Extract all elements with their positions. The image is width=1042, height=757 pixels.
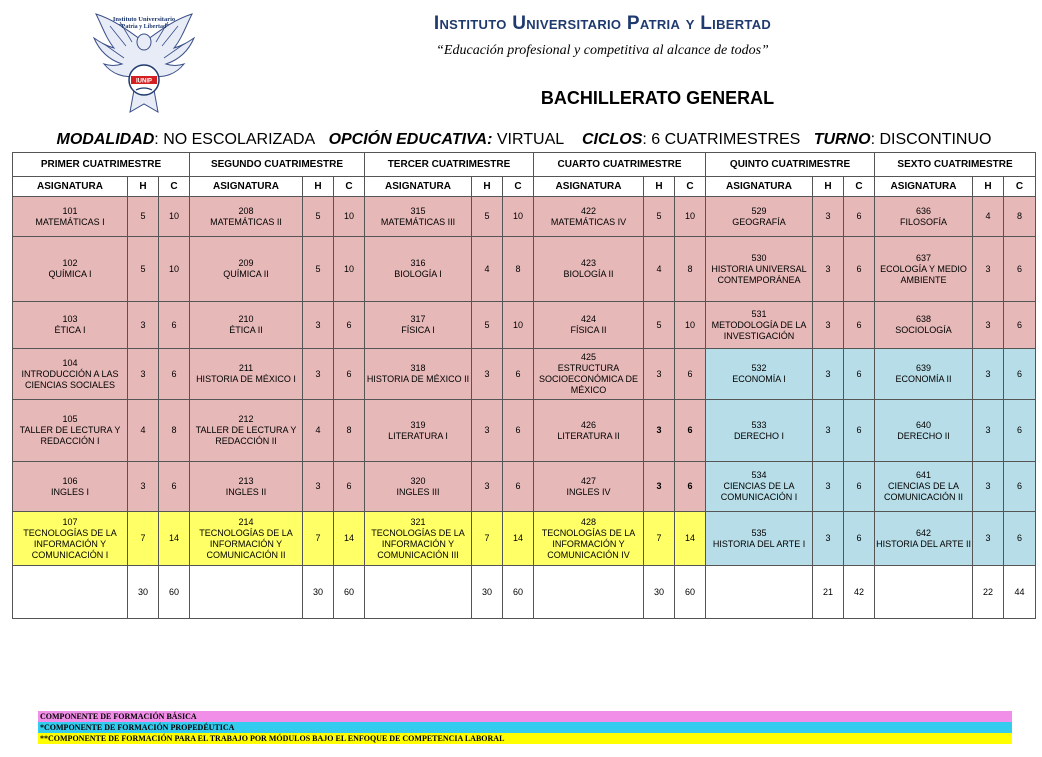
subject-c-value: 14 — [503, 512, 534, 566]
subject-cell — [706, 512, 813, 566]
totals-row — [13, 566, 1036, 619]
col-header-c: C — [334, 177, 365, 197]
col-header-c: C — [159, 177, 190, 197]
subject-name: ECOLOGÍA Y MEDIO AMBIENTE — [880, 263, 967, 285]
subject-code: 642 — [916, 527, 932, 538]
subject-name: LITERATURA II — [557, 430, 620, 441]
subject-h-value: 4 — [128, 400, 159, 462]
subject-h-value: 3 — [813, 349, 844, 400]
subject-cell — [190, 197, 303, 237]
subject-cell — [875, 237, 973, 302]
subject-code: 534 — [751, 470, 767, 480]
subject-name: DERECHO II — [897, 430, 950, 441]
subject-name: TALLER DE LECTURA Y REDACCIÓN II — [195, 425, 297, 446]
subject-c-value: 10 — [159, 237, 190, 302]
totals-empty-cell — [13, 566, 128, 619]
col-header-h: H — [128, 177, 159, 197]
col-header-h: H — [472, 177, 503, 197]
opcion-value: VIRTUAL — [496, 131, 565, 148]
subject-c-value: 10 — [159, 197, 190, 237]
subject-name: INGLES I — [50, 486, 89, 497]
subject-cell — [875, 197, 973, 237]
subject-c-value: 10 — [675, 197, 706, 237]
institution-name: Instituto Universitario Patria y Libertad — [433, 13, 772, 34]
logo-badge-text: IUNIP — [135, 78, 153, 85]
subject-cell — [534, 400, 644, 462]
subject-h-value: 3 — [973, 512, 1004, 566]
subject-h-value: 5 — [128, 237, 159, 302]
subject-cell — [365, 237, 472, 302]
subject-h-value: 3 — [973, 349, 1004, 400]
subject-h-value: 3 — [303, 349, 334, 400]
subject-name: CIENCIAS DE LA COMUNICACIÓN II — [884, 481, 964, 502]
subject-c-value: 6 — [1004, 237, 1036, 302]
subject-c-value: 6 — [844, 302, 875, 349]
col-header-asignatura: ASIGNATURA — [365, 177, 472, 197]
subject-c-value: 6 — [844, 237, 875, 302]
subject-code: 103 — [62, 314, 78, 324]
subject-code: 209 — [238, 258, 254, 268]
col-header-asignatura: ASIGNATURA — [13, 177, 128, 197]
subject-name: ESTRUCTURA SOCIOECONÓMICA DE MÉXICO — [539, 363, 639, 395]
subject-c-value: 6 — [1004, 512, 1036, 566]
col-header-h: H — [644, 177, 675, 197]
subject-cell — [706, 197, 813, 237]
subject-code: 101 — [62, 205, 78, 216]
subject-h-value: 5 — [303, 197, 334, 237]
turno-value: DISCONTINUO — [879, 131, 992, 148]
subject-h-value: 5 — [472, 302, 503, 349]
subject-code: 320 — [410, 475, 426, 486]
table-row — [13, 400, 1036, 462]
subject-code: 106 — [62, 475, 78, 486]
subject-h-value: 3 — [472, 349, 503, 400]
subject-name: HISTORIA DEL ARTE II — [876, 538, 971, 549]
subject-h-value: 3 — [644, 400, 675, 462]
subject-code: 637 — [916, 252, 932, 263]
subject-h-value: 3 — [973, 400, 1004, 462]
subject-name: INGLES III — [396, 486, 440, 497]
subject-code: 422 — [581, 205, 597, 216]
subject-h-value: 7 — [128, 512, 159, 566]
col-header-c: C — [844, 177, 875, 197]
col-header-h: H — [303, 177, 334, 197]
subject-c-value: 6 — [334, 302, 365, 349]
subject-c-value: 8 — [675, 237, 706, 302]
subject-h-value: 3 — [813, 302, 844, 349]
subject-h-value: 5 — [303, 237, 334, 302]
subject-cell — [365, 302, 472, 349]
subject-name: TECNOLOGÍAS DE LA INFORMACIÓN Y COMUNICACIÓN IV — [541, 527, 636, 560]
subject-c-value: 6 — [334, 349, 365, 400]
subject-cell — [534, 237, 644, 302]
total-h-value: 30 — [644, 566, 675, 619]
term-header: PRIMER CUATRIMESTRE — [13, 153, 190, 177]
subject-h-value: 3 — [644, 462, 675, 512]
slogan: “Educación profesional y competitiva al alcance de todos” — [436, 43, 769, 58]
subject-code: 636 — [916, 205, 932, 216]
subject-cell — [190, 237, 303, 302]
subject-cell — [365, 400, 472, 462]
total-c-value: 60 — [503, 566, 534, 619]
subject-code: 424 — [581, 314, 597, 324]
subject-code: 532 — [751, 363, 767, 373]
subject-name: ECONOMÍA II — [895, 374, 952, 384]
subject-h-value: 7 — [644, 512, 675, 566]
subject-code: 531 — [751, 308, 767, 319]
subject-h-value: 3 — [973, 462, 1004, 512]
subject-name: CIENCIAS DE LA COMUNICACIÓN I — [720, 481, 798, 502]
subject-h-value: 4 — [973, 197, 1004, 237]
subject-c-value: 14 — [159, 512, 190, 566]
subject-c-value: 8 — [159, 400, 190, 462]
subject-name: BIOLOGÍA I — [394, 269, 442, 279]
total-h-value: 30 — [128, 566, 159, 619]
subject-h-value: 4 — [303, 400, 334, 462]
subject-c-value: 10 — [503, 197, 534, 237]
table-row — [13, 462, 1036, 512]
ciclos-label: CICLOS — [581, 131, 643, 148]
subject-code: 317 — [410, 314, 426, 324]
subject-name: ÉTICA II — [229, 325, 263, 335]
col-header-c: C — [675, 177, 706, 197]
legend-item: *COMPONENTE DE FORMACIÓN PROPEDÉUTICA — [38, 722, 1012, 733]
subject-code: 423 — [581, 258, 597, 268]
term-header: QUINTO CUATRIMESTRE — [706, 153, 875, 177]
subject-code: 105 — [62, 414, 78, 424]
subject-c-value: 14 — [675, 512, 706, 566]
subject-h-value: 4 — [472, 237, 503, 302]
subject-h-value: 3 — [644, 349, 675, 400]
subject-cell — [190, 512, 303, 566]
subject-c-value: 14 — [334, 512, 365, 566]
subject-name: GEOGRAFÍA — [732, 216, 786, 227]
subject-h-value: 5 — [644, 302, 675, 349]
subject-cell — [706, 462, 813, 512]
subject-code: 530 — [751, 252, 767, 263]
subject-code: 213 — [238, 475, 254, 486]
subject-code: 427 — [581, 475, 597, 486]
subject-c-value: 10 — [334, 197, 365, 237]
subject-code: 425 — [581, 352, 597, 362]
subject-code: 533 — [751, 419, 767, 430]
turno-label: TURNO — [813, 131, 871, 148]
subject-cell — [13, 197, 128, 237]
subject-cell — [534, 302, 644, 349]
subject-code: 428 — [581, 516, 597, 527]
subject-name: ECONOMÍA I — [732, 374, 786, 384]
table-row — [13, 237, 1036, 302]
col-header-asignatura: ASIGNATURA — [875, 177, 973, 197]
subject-cell — [190, 302, 303, 349]
total-h-value: 22 — [973, 566, 1004, 619]
subject-cell — [534, 512, 644, 566]
subject-cell — [190, 349, 303, 400]
total-c-value: 60 — [159, 566, 190, 619]
subject-name: MATEMÁTICAS I — [35, 216, 105, 227]
subject-name: TALLER DE LECTURA Y REDACCIÓN I — [19, 425, 121, 446]
subject-c-value: 6 — [503, 349, 534, 400]
subject-name: HISTORIA DE MÉXICO II — [366, 374, 470, 384]
table-row — [13, 302, 1036, 349]
subject-code: 318 — [410, 363, 426, 373]
subject-h-value: 7 — [303, 512, 334, 566]
modalidad-label: MODALIDAD — [56, 131, 155, 148]
subject-name: MATEMÁTICAS IV — [550, 216, 627, 227]
program-title: BACHILLERATO GENERAL — [540, 88, 775, 108]
subject-c-value: 6 — [675, 462, 706, 512]
subject-c-value: 6 — [503, 462, 534, 512]
subject-name: FÍSICA II — [570, 325, 607, 335]
subject-name: INTRODUCCIÓN A LAS CIENCIAS SOCIALES — [21, 368, 119, 390]
subject-c-value: 8 — [1004, 197, 1036, 237]
subject-code: 102 — [62, 258, 78, 268]
subject-cell — [13, 462, 128, 512]
subject-code: 316 — [410, 258, 426, 268]
subject-c-value: 8 — [334, 400, 365, 462]
col-header-c: C — [503, 177, 534, 197]
subject-cell — [365, 349, 472, 400]
subject-c-value: 6 — [159, 462, 190, 512]
subject-code: 104 — [62, 357, 78, 368]
subject-cell — [365, 462, 472, 512]
total-c-value: 44 — [1004, 566, 1036, 619]
subject-name: QUÍMICA I — [48, 269, 92, 279]
subject-cell — [365, 512, 472, 566]
totals-empty-cell — [534, 566, 644, 619]
subject-name: LITERATURA I — [388, 430, 448, 441]
subject-name: MATEMÁTICAS III — [380, 216, 456, 227]
subject-name: INGLES IV — [566, 486, 611, 497]
subject-name: DERECHO I — [734, 430, 785, 441]
subject-cell — [706, 400, 813, 462]
subject-cell — [534, 462, 644, 512]
logo-text-top: Instituto Universitario — [112, 16, 176, 23]
subject-h-value: 3 — [472, 462, 503, 512]
subject-name: INGLES II — [225, 486, 267, 497]
table-row — [13, 197, 1036, 237]
subject-h-value: 3 — [128, 462, 159, 512]
curriculum-table — [12, 152, 1036, 619]
ciclos-value: 6 CUATRIMESTRES — [651, 131, 801, 148]
subject-code: 319 — [410, 419, 426, 430]
subject-c-value: 6 — [844, 400, 875, 462]
subject-cell — [706, 349, 813, 400]
subject-code: 641 — [916, 470, 932, 480]
subject-code: 210 — [238, 314, 254, 324]
table-row — [13, 512, 1036, 566]
subject-code: 315 — [410, 205, 426, 216]
subject-name: FÍSICA I — [401, 325, 435, 335]
subject-code: 535 — [751, 527, 767, 538]
term-header: SEXTO CUATRIMESTRE — [875, 153, 1036, 177]
total-h-value: 30 — [472, 566, 503, 619]
subject-cell — [365, 197, 472, 237]
totals-empty-cell — [706, 566, 813, 619]
subject-cell — [875, 349, 973, 400]
subject-h-value: 3 — [973, 237, 1004, 302]
subject-name: HISTORIA UNIVERSAL CONTEMPORÁNEA — [711, 263, 807, 285]
subject-code: 321 — [410, 516, 426, 527]
subject-c-value: 6 — [334, 462, 365, 512]
subject-name: TECNOLOGÍAS DE LA INFORMACIÓN Y COMUNICACIÓN I — [23, 527, 117, 560]
modalidad-value: NO ESCOLARIZADA — [163, 131, 316, 148]
subject-code: 638 — [916, 314, 932, 324]
subject-name: SOCIOLOGÍA — [895, 325, 952, 335]
subject-c-value: 6 — [503, 400, 534, 462]
subject-h-value: 3 — [973, 302, 1004, 349]
legend-item: **COMPONENTE DE FORMACIÓN PARA EL TRABAJO POR MÓDULOS BAJO EL ENFOQUE DE COMPETENCIA LABORAL — [38, 733, 1012, 744]
totals-empty-cell — [365, 566, 472, 619]
subject-code: 208 — [238, 205, 254, 216]
subject-name: MATEMÁTICAS II — [210, 216, 282, 227]
subject-code: 214 — [238, 516, 254, 527]
subject-c-value: 6 — [844, 349, 875, 400]
subject-h-value: 5 — [472, 197, 503, 237]
subject-cell — [13, 302, 128, 349]
subject-cell — [13, 349, 128, 400]
subject-code: 639 — [916, 363, 932, 373]
subject-c-value: 6 — [1004, 462, 1036, 512]
subject-c-value: 10 — [503, 302, 534, 349]
subject-name: BIOLOGÍA II — [563, 269, 614, 279]
subject-h-value: 5 — [644, 197, 675, 237]
term-header: TERCER CUATRIMESTRE — [365, 153, 534, 177]
subject-cell — [534, 349, 644, 400]
subject-cell — [875, 400, 973, 462]
subject-name: FILOSOFÍA — [900, 216, 948, 227]
totals-empty-cell — [875, 566, 973, 619]
subject-h-value: 3 — [472, 400, 503, 462]
subject-h-value: 7 — [472, 512, 503, 566]
total-c-value: 42 — [844, 566, 875, 619]
subject-h-value: 3 — [813, 197, 844, 237]
subject-name: HISTORIA DE MÉXICO I — [196, 374, 296, 384]
table-row — [13, 349, 1036, 400]
subject-c-value: 6 — [675, 400, 706, 462]
subject-h-value: 3 — [813, 462, 844, 512]
subject-c-value: 6 — [675, 349, 706, 400]
subject-c-value: 6 — [844, 462, 875, 512]
subject-code: 211 — [238, 363, 254, 373]
col-header-asignatura: ASIGNATURA — [190, 177, 303, 197]
subject-c-value: 8 — [503, 237, 534, 302]
subject-code: 640 — [916, 419, 932, 430]
total-c-value: 60 — [675, 566, 706, 619]
col-header-asignatura: ASIGNATURA — [706, 177, 813, 197]
subject-c-value: 6 — [844, 197, 875, 237]
subject-code: 107 — [62, 516, 78, 527]
col-header-c: C — [1004, 177, 1036, 197]
opcion-label: OPCIÓN EDUCATIVA: — [328, 131, 493, 148]
program-info-line: MODALIDAD: NO ESCOLARIZADA OPCIÓN EDUCATIVA: VIRTUAL CICLOS: 6 CUATRIMESTRES TURNO: DISCONTINUO — [56, 131, 992, 148]
subject-h-value: 3 — [813, 400, 844, 462]
subject-h-value: 3 — [303, 462, 334, 512]
subject-c-value: 10 — [675, 302, 706, 349]
subject-cell — [534, 197, 644, 237]
subject-cell — [13, 512, 128, 566]
col-header-asignatura: ASIGNATURA — [534, 177, 644, 197]
subject-c-value: 6 — [159, 302, 190, 349]
subject-c-value: 6 — [159, 349, 190, 400]
subject-h-value: 4 — [644, 237, 675, 302]
subject-h-value: 3 — [128, 349, 159, 400]
subject-c-value: 10 — [334, 237, 365, 302]
subject-name: ÉTICA I — [54, 325, 86, 335]
subject-code: 529 — [751, 205, 767, 216]
total-h-value: 30 — [303, 566, 334, 619]
subject-cell — [190, 400, 303, 462]
legend-item: COMPONENTE DE FORMACIÓN BÁSICA — [38, 711, 1012, 722]
subject-h-value: 3 — [128, 302, 159, 349]
subject-cell — [875, 462, 973, 512]
total-c-value: 60 — [334, 566, 365, 619]
subject-cell — [875, 302, 973, 349]
subject-cell — [875, 512, 973, 566]
legend — [38, 711, 1012, 744]
subject-cell — [706, 237, 813, 302]
iunip-logo — [90, 12, 198, 124]
subject-c-value: 6 — [844, 512, 875, 566]
term-header: CUARTO CUATRIMESTRE — [534, 153, 706, 177]
subject-name: HISTORIA DEL ARTE I — [712, 538, 806, 549]
subject-h-value: 3 — [813, 512, 844, 566]
subject-c-value: 6 — [1004, 302, 1036, 349]
term-header: SEGUNDO CUATRIMESTRE — [190, 153, 365, 177]
subject-c-value: 6 — [1004, 400, 1036, 462]
subject-code: 212 — [238, 414, 254, 424]
subject-cell — [706, 302, 813, 349]
subject-c-value: 6 — [1004, 349, 1036, 400]
subject-h-value: 5 — [128, 197, 159, 237]
col-header-h: H — [973, 177, 1004, 197]
subject-cell — [13, 400, 128, 462]
subject-code: 426 — [581, 419, 597, 430]
subject-h-value: 3 — [303, 302, 334, 349]
subject-cell — [13, 237, 128, 302]
subject-cell — [190, 462, 303, 512]
subject-name: TECNOLOGÍAS DE LA INFORMACIÓN Y COMUNICACIÓN III — [371, 527, 465, 560]
logo-text-bottom: "Patria y Libertad" — [118, 24, 170, 30]
subject-name: QUÍMICA II — [223, 269, 269, 279]
totals-empty-cell — [190, 566, 303, 619]
col-header-h: H — [813, 177, 844, 197]
total-h-value: 21 — [813, 566, 844, 619]
subject-name: METODOLOGÍA DE LA INVESTIGACIÓN — [711, 319, 807, 341]
subject-h-value: 3 — [813, 237, 844, 302]
subject-name: TECNOLOGÍAS DE LA INFORMACIÓN Y COMUNICACIÓN II — [199, 527, 293, 560]
